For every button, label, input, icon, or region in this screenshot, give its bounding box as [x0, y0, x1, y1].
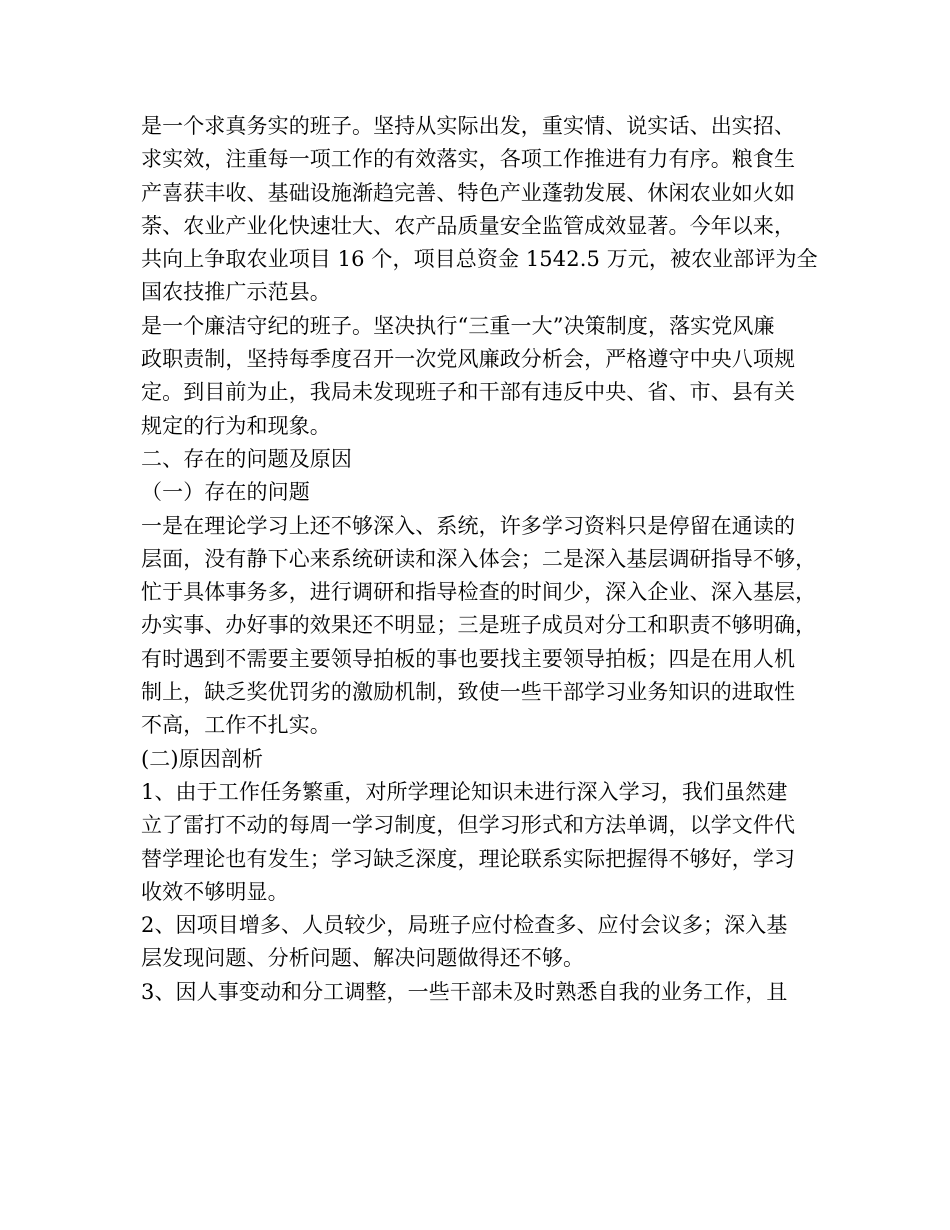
- text-line: 是一个廉洁守纪的班子。坚决执行“三重一大”决策制度，落实党风廉: [141, 313, 775, 338]
- text-line: 国农技推广示范县。: [141, 280, 331, 305]
- text-line: 3、因人事变动和分工调整，一些干部未及时熟悉自我的业务工作，且: [141, 979, 788, 1004]
- text-line: 产喜获丰收、基础设施渐趋完善、特色产业蓬勃发展、休闲农业如火如: [141, 180, 796, 205]
- text-line: 荼、农业产业化快速壮大、农产品质量安全监管成效显著。今年以来，: [141, 213, 796, 238]
- document-body: [141, 110, 818, 1009]
- text-line: 层面，没有静下心来系统研读和深入体会；二是深入基层调研指导不够，: [141, 546, 817, 571]
- section-heading: 二、存在的问题及原因: [141, 446, 352, 471]
- text-line: 是一个求真务实的班子。坚持从实际出发，重实情、说实话、出实招、: [141, 114, 796, 138]
- text-line: 2、因项目增多、人员较少，局班子应付检查多、应付会议多；深入基: [141, 913, 788, 938]
- subsection-heading: (二)原因剖析: [141, 746, 264, 771]
- text-line: 求实效，注重每一项工作的有效落实，各项工作推进有力有序。粮食生: [141, 147, 796, 172]
- text-line: 政职责制，坚持每季度召开一次党风廉政分析会，严格遵守中央八项规: [141, 347, 796, 372]
- text-line: 制上，缺乏奖优罚劣的激励机制，致使一些干部学习业务知识的进取性: [141, 680, 796, 705]
- text-line: 一是在理论学习上还不够深入、系统，许多学习资料只是停留在通读的: [141, 513, 796, 538]
- text-line: 收效不够明显。: [141, 879, 289, 904]
- text-line: 办实事、办好事的效果还不明显；三是班子成员对分工和职责不够明确，: [141, 613, 817, 638]
- text-line: 替学理论也有发生；学习缺乏深度，理论联系实际把握得不够好，学习: [141, 846, 796, 871]
- text-line: 共向上争取农业项目 16 个，项目总资金 1542.5 万元，被农业部评为全: [141, 247, 818, 272]
- text-line: 定。到目前为止，我局未发现班子和干部有违反中央、省、市、县有关: [141, 380, 796, 405]
- text-line: 层发现问题、分析问题、解决问题做得还不够。: [141, 946, 585, 971]
- text-line: 有时遇到不需要主要领导拍板的事也要找主要领导拍板；四是在用人机: [141, 646, 796, 671]
- text-line: 忙于具体事务多，进行调研和指导检查的时间少，深入企业、深入基层，: [141, 580, 817, 605]
- text-line: 1、由于工作任务繁重，对所学理论知识未进行深入学习，我们虽然建: [141, 779, 788, 804]
- text-line: 规定的行为和现象。: [141, 413, 331, 438]
- subsection-heading: （一）存在的问题: [141, 480, 310, 505]
- text-line: 立了雷打不动的每周一学习制度，但学习形式和方法单调，以学文件代: [141, 813, 796, 838]
- text-line: 不高，工作不扎实。: [141, 713, 331, 738]
